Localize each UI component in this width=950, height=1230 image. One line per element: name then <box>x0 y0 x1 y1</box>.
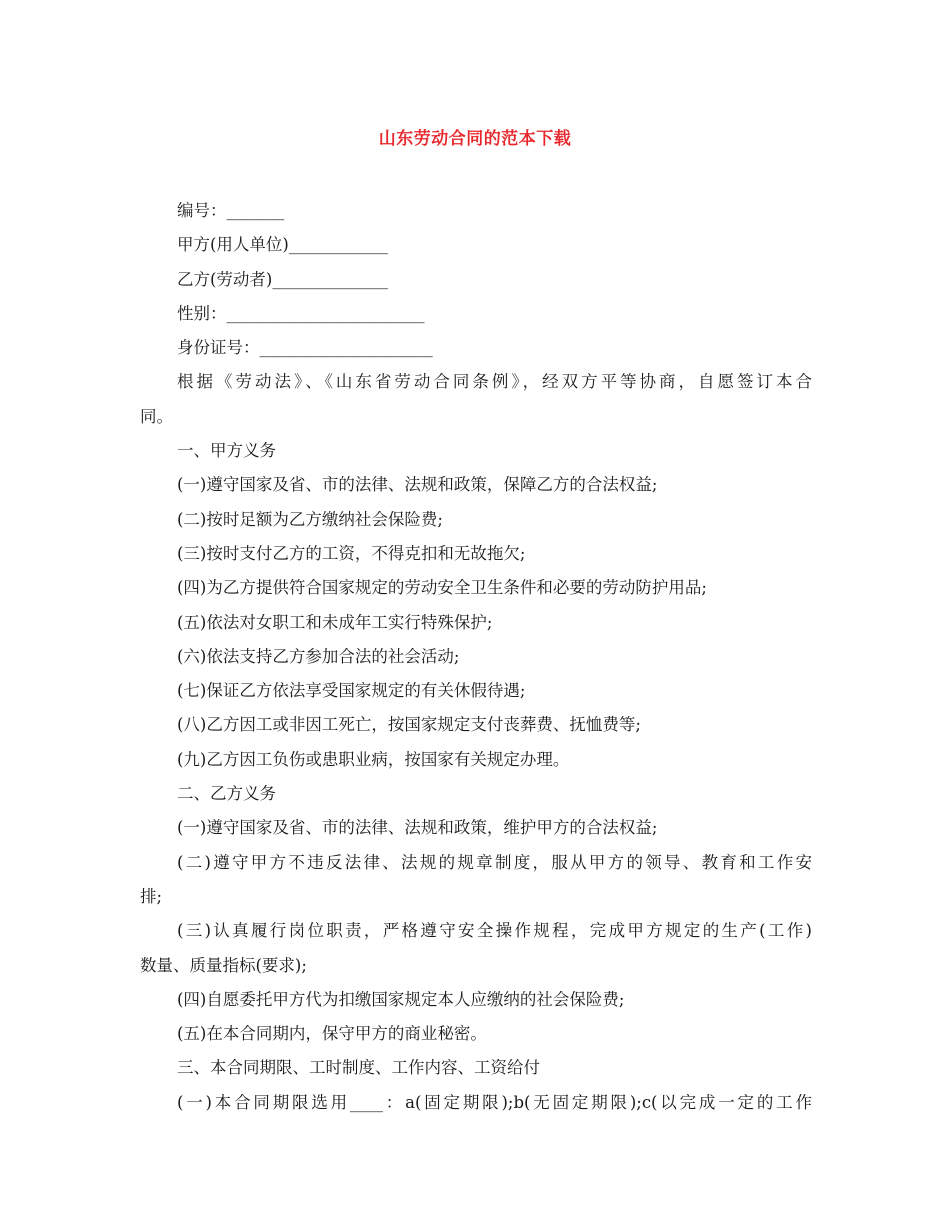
clause-continuation: 排; <box>140 886 163 906</box>
clause-line: (四)为乙方提供符合国家规定的劳动安全卫生条件和必要的劳动防护用品; <box>177 578 707 598</box>
preamble-line-1: 根据《劳动法》、《山东省劳动合同条例》，经双方平等协商，自愿签订本合 <box>177 372 812 392</box>
clause-line: (九)乙方因工负伤或患职业病，按国家有关规定办理。 <box>177 749 570 769</box>
clause-line: (五)依法对女职工和未成年工实行特殊保护; <box>177 612 493 632</box>
clause-line: (二)按时足额为乙方缴纳社会保险费; <box>177 509 443 529</box>
clause-line: (八)乙方因工或非因工死亡，按国家规定支付丧葬费、抚恤费等; <box>177 715 641 735</box>
clause-line: (四)自愿委托甲方代为扣缴国家规定本人应缴纳的社会保险费; <box>177 989 625 1009</box>
document-body <box>140 194 812 1120</box>
clause-continuation: 数量、质量指标(要求); <box>140 955 307 975</box>
party-b-line: 乙方(劳动者)______________ <box>177 269 388 289</box>
gender-line: 性别：________________________ <box>177 303 425 323</box>
clause-line: (一)遵守国家及省、市的法律、法规和政策，保障乙方的合法权益; <box>177 475 658 495</box>
section-heading: 一、甲方义务 <box>177 441 276 461</box>
section-heading: 二、乙方义务 <box>177 784 276 804</box>
clause-line: (三)认真履行岗位职责，严格遵守安全操作规程，完成甲方规定的生产(工作) <box>177 921 812 941</box>
clause-line: (二)遵守甲方不违反法律、法规的规章制度，服从甲方的领导、教育和工作安 <box>177 852 812 872</box>
clause-line: (一)遵守国家及省、市的法律、法规和政策，维护甲方的合法权益; <box>177 818 658 838</box>
clause-line: (五)在本合同期内，保守甲方的商业秘密。 <box>177 1024 487 1044</box>
clause-line: (六)依法支持乙方参加合法的社会活动; <box>177 646 460 666</box>
clause-line: (七)保证乙方依法享受国家规定的有关休假待遇; <box>177 681 526 701</box>
id-number-line: 身份证号：_____________________ <box>177 338 433 358</box>
preamble-line-2: 同。 <box>140 406 173 426</box>
clause-line: (一)本合同期限选用____：a(固定期限);b(无固定期限);c(以完成一定的工作 <box>177 1092 812 1112</box>
contract-number-line: 编号：_______ <box>177 201 285 220</box>
party-a-line: 甲方(用人单位)____________ <box>177 235 388 255</box>
section-heading: 三、本合同期限、工时制度、工作内容、工资给付 <box>177 1058 540 1078</box>
clause-line: (三)按时支付乙方的工资，不得克扣和无故拖欠; <box>177 543 526 563</box>
document-title: 山东劳动合同的范本下载 <box>378 129 572 149</box>
